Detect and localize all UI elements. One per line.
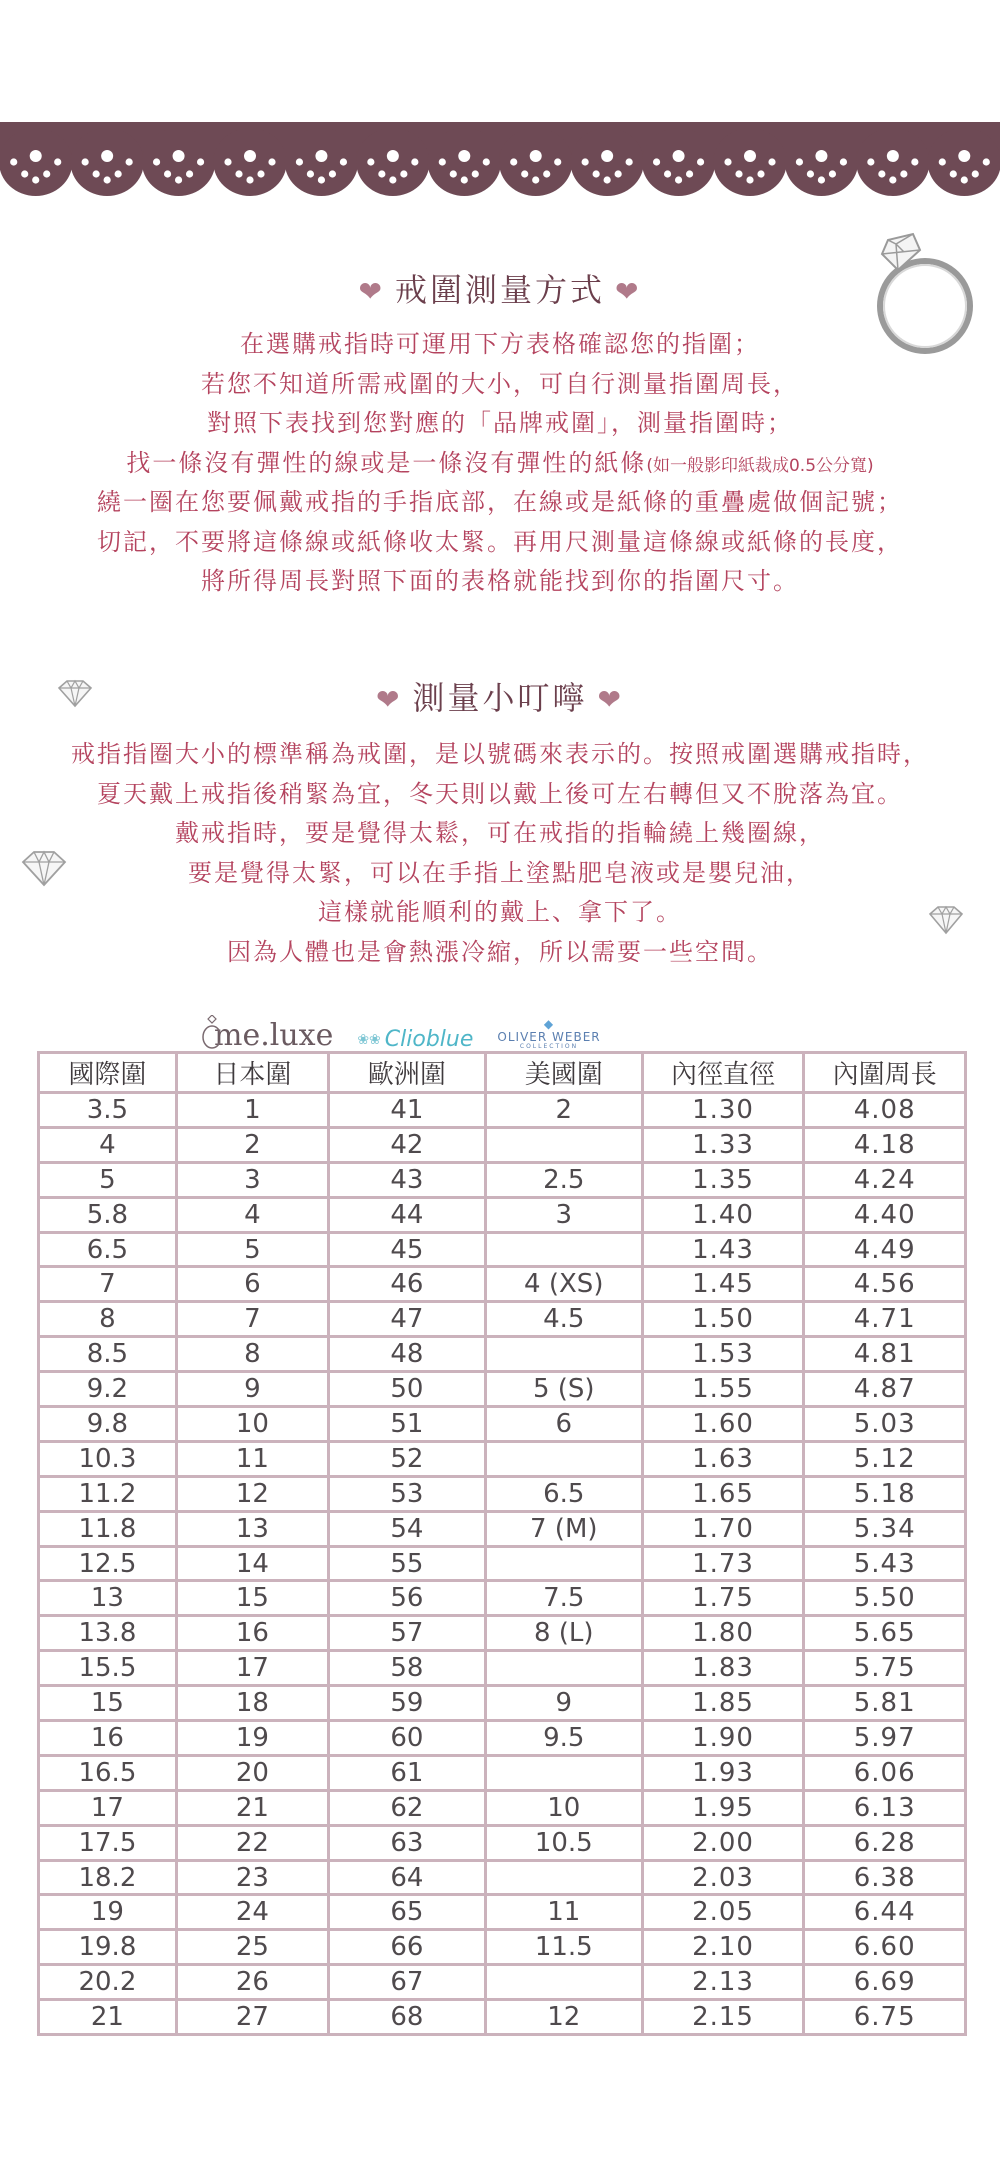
inner-circumference-cell: 5.12 bbox=[804, 1441, 966, 1476]
inner-diameter-cell: 1.75 bbox=[642, 1581, 804, 1616]
international-size-cell: 9.2 bbox=[39, 1372, 177, 1407]
usa-size-cell bbox=[485, 1651, 642, 1686]
japan-size-cell: 21 bbox=[176, 1790, 328, 1825]
ring-size-table bbox=[37, 1051, 967, 2036]
europe-size-cell: 60 bbox=[328, 1721, 485, 1756]
europe-size-cell: 46 bbox=[328, 1267, 485, 1302]
tips-title-text: 測量小叮嚀 bbox=[412, 679, 588, 717]
europe-size-cell: 43 bbox=[328, 1162, 485, 1197]
header-europe: 歐洲圍 bbox=[328, 1053, 485, 1093]
ornament-icon: ❀❀ bbox=[357, 1032, 381, 1048]
international-size-cell: 7 bbox=[39, 1267, 177, 1302]
measure-title bbox=[0, 265, 1000, 311]
inner-diameter-cell: 1.30 bbox=[642, 1093, 804, 1128]
japan-size-cell: 26 bbox=[176, 1965, 328, 2000]
inner-circumference-cell: 4.18 bbox=[804, 1127, 966, 1162]
europe-size-cell: 62 bbox=[328, 1790, 485, 1825]
brand-logos bbox=[200, 1013, 601, 1051]
europe-size-cell: 64 bbox=[328, 1860, 485, 1895]
europe-size-cell: 47 bbox=[328, 1302, 485, 1337]
inner-circumference-cell: 6.75 bbox=[804, 2000, 966, 2035]
usa-size-cell bbox=[485, 1965, 642, 2000]
measure-line-text: 找一條沒有彈性的線或是一條沒有彈性的紙條 bbox=[126, 448, 647, 477]
europe-size-cell: 44 bbox=[328, 1197, 485, 1232]
japan-size-cell: 1 bbox=[176, 1093, 328, 1128]
japan-size-cell: 15 bbox=[176, 1581, 328, 1616]
inner-diameter-cell: 2.03 bbox=[642, 1860, 804, 1895]
japan-size-cell: 17 bbox=[176, 1651, 328, 1686]
inner-diameter-cell: 2.13 bbox=[642, 1965, 804, 2000]
japan-size-cell: 5 bbox=[176, 1232, 328, 1267]
japan-size-cell: 11 bbox=[176, 1441, 328, 1476]
table-row bbox=[39, 1790, 966, 1825]
usa-size-cell bbox=[485, 1232, 642, 1267]
usa-size-cell: 2.5 bbox=[485, 1162, 642, 1197]
japan-size-cell: 10 bbox=[176, 1407, 328, 1442]
table-row bbox=[39, 1651, 966, 1686]
inner-diameter-cell: 1.55 bbox=[642, 1372, 804, 1407]
usa-size-cell: 10 bbox=[485, 1790, 642, 1825]
table-row bbox=[39, 1825, 966, 1860]
japan-size-cell: 24 bbox=[176, 1895, 328, 1930]
europe-size-cell: 53 bbox=[328, 1476, 485, 1511]
heart-icon: ❤ bbox=[597, 683, 624, 716]
usa-size-cell: 4.5 bbox=[485, 1302, 642, 1337]
europe-size-cell: 45 bbox=[328, 1232, 485, 1267]
table-row bbox=[39, 1930, 966, 1965]
inner-circumference-cell: 4.08 bbox=[804, 1093, 966, 1128]
heart-icon: ❤ bbox=[376, 683, 403, 716]
international-size-cell: 19.8 bbox=[39, 1930, 177, 1965]
europe-size-cell: 57 bbox=[328, 1616, 485, 1651]
measure-instructions bbox=[0, 325, 1000, 602]
inner-diameter-cell: 2.15 bbox=[642, 2000, 804, 2035]
inner-diameter-cell: 1.85 bbox=[642, 1686, 804, 1721]
tips-text bbox=[0, 735, 1000, 972]
inner-diameter-cell: 1.60 bbox=[642, 1407, 804, 1442]
meluxe-logo bbox=[200, 1018, 334, 1053]
inner-circumference-cell: 6.60 bbox=[804, 1930, 966, 1965]
inner-circumference-cell: 6.69 bbox=[804, 1965, 966, 2000]
europe-size-cell: 55 bbox=[328, 1546, 485, 1581]
japan-size-cell: 13 bbox=[176, 1511, 328, 1546]
inner-diameter-cell: 1.50 bbox=[642, 1302, 804, 1337]
usa-size-cell: 5 (S) bbox=[485, 1372, 642, 1407]
usa-size-cell bbox=[485, 1337, 642, 1372]
table-row bbox=[39, 1721, 966, 1756]
tips-line: 要是覺得太緊，可以在手指上塗點肥皂液或是嬰兒油， bbox=[188, 858, 812, 887]
europe-size-cell: 68 bbox=[328, 2000, 485, 2035]
europe-size-cell: 61 bbox=[328, 1755, 485, 1790]
japan-size-cell: 14 bbox=[176, 1546, 328, 1581]
inner-diameter-cell: 1.80 bbox=[642, 1616, 804, 1651]
japan-size-cell: 22 bbox=[176, 1825, 328, 1860]
usa-size-cell: 9 bbox=[485, 1686, 642, 1721]
table-row bbox=[39, 1860, 966, 1895]
inner-circumference-cell: 4.24 bbox=[804, 1162, 966, 1197]
international-size-cell: 18.2 bbox=[39, 1860, 177, 1895]
inner-circumference-cell: 6.38 bbox=[804, 1860, 966, 1895]
international-size-cell: 15.5 bbox=[39, 1651, 177, 1686]
international-size-cell: 15 bbox=[39, 1686, 177, 1721]
inner-diameter-cell: 1.53 bbox=[642, 1337, 804, 1372]
international-size-cell: 8 bbox=[39, 1302, 177, 1337]
japan-size-cell: 23 bbox=[176, 1860, 328, 1895]
inner-circumference-cell: 6.28 bbox=[804, 1825, 966, 1860]
japan-size-cell: 2 bbox=[176, 1127, 328, 1162]
table-row bbox=[39, 1232, 966, 1267]
table-row bbox=[39, 1511, 966, 1546]
japan-size-cell: 3 bbox=[176, 1162, 328, 1197]
table-row bbox=[39, 1337, 966, 1372]
table-row bbox=[39, 1093, 966, 1128]
inner-circumference-cell: 4.49 bbox=[804, 1232, 966, 1267]
inner-diameter-cell: 1.65 bbox=[642, 1476, 804, 1511]
table-row bbox=[39, 1616, 966, 1651]
table-row bbox=[39, 1546, 966, 1581]
usa-size-cell: 11.5 bbox=[485, 1930, 642, 1965]
lace-border bbox=[0, 122, 1000, 202]
inner-circumference-cell: 4.56 bbox=[804, 1267, 966, 1302]
header-inner-diameter: 內徑直徑 bbox=[642, 1053, 804, 1093]
japan-size-cell: 7 bbox=[176, 1302, 328, 1337]
japan-size-cell: 27 bbox=[176, 2000, 328, 2035]
inner-circumference-cell: 5.75 bbox=[804, 1651, 966, 1686]
europe-size-cell: 59 bbox=[328, 1686, 485, 1721]
international-size-cell: 19 bbox=[39, 1895, 177, 1930]
japan-size-cell: 8 bbox=[176, 1337, 328, 1372]
table-row bbox=[39, 1965, 966, 2000]
usa-size-cell: 7 (M) bbox=[485, 1511, 642, 1546]
usa-size-cell: 11 bbox=[485, 1895, 642, 1930]
europe-size-cell: 66 bbox=[328, 1930, 485, 1965]
europe-size-cell: 48 bbox=[328, 1337, 485, 1372]
europe-size-cell: 56 bbox=[328, 1581, 485, 1616]
europe-size-cell: 63 bbox=[328, 1825, 485, 1860]
international-size-cell: 13 bbox=[39, 1581, 177, 1616]
japan-size-cell: 25 bbox=[176, 1930, 328, 1965]
inner-diameter-cell: 1.95 bbox=[642, 1790, 804, 1825]
diamond-logo-icon: ◆ bbox=[543, 1017, 555, 1032]
tips-line: 因為人體也是會熱漲冷縮，所以需要一些空間。 bbox=[227, 937, 773, 966]
inner-diameter-cell: 2.00 bbox=[642, 1825, 804, 1860]
japan-size-cell: 6 bbox=[176, 1267, 328, 1302]
europe-size-cell: 58 bbox=[328, 1651, 485, 1686]
inner-diameter-cell: 1.73 bbox=[642, 1546, 804, 1581]
table-row bbox=[39, 1302, 966, 1337]
inner-circumference-cell: 4.81 bbox=[804, 1337, 966, 1372]
table-header-row bbox=[39, 1053, 966, 1093]
international-size-cell: 16.5 bbox=[39, 1755, 177, 1790]
table-row bbox=[39, 1162, 966, 1197]
inner-circumference-cell: 5.43 bbox=[804, 1546, 966, 1581]
international-size-cell: 5 bbox=[39, 1162, 177, 1197]
measure-note: (如一般影印紙裁成0.5公分寬) bbox=[646, 455, 874, 476]
header-international: 國際圍 bbox=[39, 1053, 177, 1093]
clioblue-logo-text: Clioblue bbox=[384, 1027, 474, 1052]
tips-section bbox=[0, 673, 1000, 719]
international-size-cell: 8.5 bbox=[39, 1337, 177, 1372]
measure-title-text: 戒圍測量方式 bbox=[394, 271, 605, 309]
usa-size-cell bbox=[485, 1546, 642, 1581]
japan-size-cell: 4 bbox=[176, 1197, 328, 1232]
inner-diameter-cell: 1.93 bbox=[642, 1755, 804, 1790]
europe-size-cell: 52 bbox=[328, 1441, 485, 1476]
inner-circumference-cell: 4.71 bbox=[804, 1302, 966, 1337]
international-size-cell: 11.2 bbox=[39, 1476, 177, 1511]
international-size-cell: 6.5 bbox=[39, 1232, 177, 1267]
measure-line: 對照下表找到您對應的「品牌戒圍」，測量指圍時； bbox=[207, 409, 793, 437]
international-size-cell: 20.2 bbox=[39, 1965, 177, 2000]
measure-line: 在選購戒指時可運用下方表格確認您的指圍； bbox=[240, 330, 760, 358]
europe-size-cell: 65 bbox=[328, 1895, 485, 1930]
usa-size-cell: 10.5 bbox=[485, 1825, 642, 1860]
inner-diameter-cell: 1.83 bbox=[642, 1651, 804, 1686]
inner-diameter-cell: 2.10 bbox=[642, 1930, 804, 1965]
inner-circumference-cell: 5.50 bbox=[804, 1581, 966, 1616]
europe-size-cell: 50 bbox=[328, 1372, 485, 1407]
international-size-cell: 10.3 bbox=[39, 1441, 177, 1476]
oliver-weber-logo-text: OLIVER WEBER bbox=[497, 1030, 601, 1045]
inner-circumference-cell: 6.44 bbox=[804, 1895, 966, 1930]
usa-size-cell: 7.5 bbox=[485, 1581, 642, 1616]
usa-size-cell bbox=[485, 1860, 642, 1895]
table-row bbox=[39, 1372, 966, 1407]
europe-size-cell: 67 bbox=[328, 1965, 485, 2000]
header-japan: 日本圍 bbox=[176, 1053, 328, 1093]
japan-size-cell: 16 bbox=[176, 1616, 328, 1651]
clioblue-logo bbox=[357, 1029, 473, 1051]
inner-diameter-cell: 1.35 bbox=[642, 1162, 804, 1197]
oliver-weber-logo-sub: COLLECTION bbox=[519, 1043, 579, 1051]
tips-line: 這樣就能順利的戴上、拿下了。 bbox=[318, 898, 682, 926]
table-row bbox=[39, 1407, 966, 1442]
international-size-cell: 5.8 bbox=[39, 1197, 177, 1232]
japan-size-cell: 19 bbox=[176, 1721, 328, 1756]
measure-section bbox=[0, 265, 1000, 311]
inner-diameter-cell: 1.43 bbox=[642, 1232, 804, 1267]
measure-line: 切記，不要將這條線或紙條收太緊。再用尺測量這條線或紙條的長度， bbox=[97, 527, 903, 556]
inner-diameter-cell: 1.63 bbox=[642, 1441, 804, 1476]
international-size-cell: 16 bbox=[39, 1721, 177, 1756]
usa-size-cell: 3 bbox=[485, 1197, 642, 1232]
usa-size-cell: 4 (XS) bbox=[485, 1267, 642, 1302]
europe-size-cell: 51 bbox=[328, 1407, 485, 1442]
inner-diameter-cell: 1.40 bbox=[642, 1197, 804, 1232]
usa-size-cell: 9.5 bbox=[485, 1721, 642, 1756]
usa-size-cell bbox=[485, 1755, 642, 1790]
header-usa: 美國圍 bbox=[485, 1053, 642, 1093]
table-row bbox=[39, 1755, 966, 1790]
usa-size-cell: 2 bbox=[485, 1093, 642, 1128]
tips-line: 戒指指圈大小的標準稱為戒圍，是以號碼來表示的。按照戒圍選購戒指時， bbox=[71, 740, 929, 768]
europe-size-cell: 54 bbox=[328, 1511, 485, 1546]
inner-circumference-cell: 5.18 bbox=[804, 1476, 966, 1511]
international-size-cell: 11.8 bbox=[39, 1511, 177, 1546]
oliver-weber-logo bbox=[497, 1018, 600, 1051]
inner-circumference-cell: 5.34 bbox=[804, 1511, 966, 1546]
inner-diameter-cell: 1.45 bbox=[642, 1267, 804, 1302]
tips-line: 戴戒指時，要是覺得太鬆，可在戒指的指輪繞上幾圈線， bbox=[175, 819, 825, 847]
international-size-cell: 12.5 bbox=[39, 1546, 177, 1581]
inner-circumference-cell: 5.03 bbox=[804, 1407, 966, 1442]
heart-icon: ❤ bbox=[615, 275, 642, 308]
inner-circumference-cell: 6.13 bbox=[804, 1790, 966, 1825]
international-size-cell: 9.8 bbox=[39, 1407, 177, 1442]
inner-circumference-cell: 5.81 bbox=[804, 1686, 966, 1721]
inner-circumference-cell: 6.06 bbox=[804, 1755, 966, 1790]
heart-icon: ❤ bbox=[358, 275, 385, 308]
usa-size-cell: 6.5 bbox=[485, 1476, 642, 1511]
inner-circumference-cell: 5.65 bbox=[804, 1616, 966, 1651]
table-row bbox=[39, 1686, 966, 1721]
tips-title bbox=[0, 673, 1000, 719]
usa-size-cell: 12 bbox=[485, 2000, 642, 2035]
usa-size-cell: 6 bbox=[485, 1407, 642, 1442]
europe-size-cell: 41 bbox=[328, 1093, 485, 1128]
inner-diameter-cell: 1.33 bbox=[642, 1127, 804, 1162]
inner-diameter-cell: 1.90 bbox=[642, 1721, 804, 1756]
table-row bbox=[39, 1197, 966, 1232]
table-body bbox=[39, 1093, 966, 2035]
table-row bbox=[39, 1127, 966, 1162]
international-size-cell: 17.5 bbox=[39, 1825, 177, 1860]
usa-size-cell bbox=[485, 1441, 642, 1476]
table-row bbox=[39, 1895, 966, 1930]
table-row bbox=[39, 2000, 966, 2035]
usa-size-cell: 8 (L) bbox=[485, 1616, 642, 1651]
japan-size-cell: 20 bbox=[176, 1755, 328, 1790]
japan-size-cell: 9 bbox=[176, 1372, 328, 1407]
table-row bbox=[39, 1267, 966, 1302]
inner-circumference-cell: 4.87 bbox=[804, 1372, 966, 1407]
inner-diameter-cell: 2.05 bbox=[642, 1895, 804, 1930]
international-size-cell: 4 bbox=[39, 1127, 177, 1162]
international-size-cell: 21 bbox=[39, 2000, 177, 2035]
japan-size-cell: 12 bbox=[176, 1476, 328, 1511]
table-row bbox=[39, 1441, 966, 1476]
ring-logo-icon bbox=[200, 1015, 220, 1049]
inner-diameter-cell: 1.70 bbox=[642, 1511, 804, 1546]
inner-circumference-cell: 4.40 bbox=[804, 1197, 966, 1232]
inner-circumference-cell: 5.97 bbox=[804, 1721, 966, 1756]
table-row bbox=[39, 1476, 966, 1511]
tips-line: 夏天戴上戒指後稍緊為宜，冬天則以戴上後可左右轉但又不脫落為宜。 bbox=[97, 779, 903, 808]
international-size-cell: 3.5 bbox=[39, 1093, 177, 1128]
japan-size-cell: 18 bbox=[176, 1686, 328, 1721]
header-inner-circumference: 內圍周長 bbox=[804, 1053, 966, 1093]
usa-size-cell bbox=[485, 1127, 642, 1162]
measure-line: 繞一圈在您要佩戴戒指的手指底部，在線或是紙條的重疊處做個記號； bbox=[97, 488, 903, 516]
international-size-cell: 13.8 bbox=[39, 1616, 177, 1651]
measure-line: 若您不知道所需戒圍的大小，可自行測量指圍周長， bbox=[201, 369, 799, 398]
measure-line bbox=[0, 444, 1000, 484]
international-size-cell: 17 bbox=[39, 1790, 177, 1825]
europe-size-cell: 42 bbox=[328, 1127, 485, 1162]
meluxe-logo-text: me.luxe bbox=[214, 1018, 334, 1053]
table-row bbox=[39, 1581, 966, 1616]
measure-line: 將所得周長對照下面的表格就能找到你的指圍尺寸。 bbox=[201, 567, 799, 595]
